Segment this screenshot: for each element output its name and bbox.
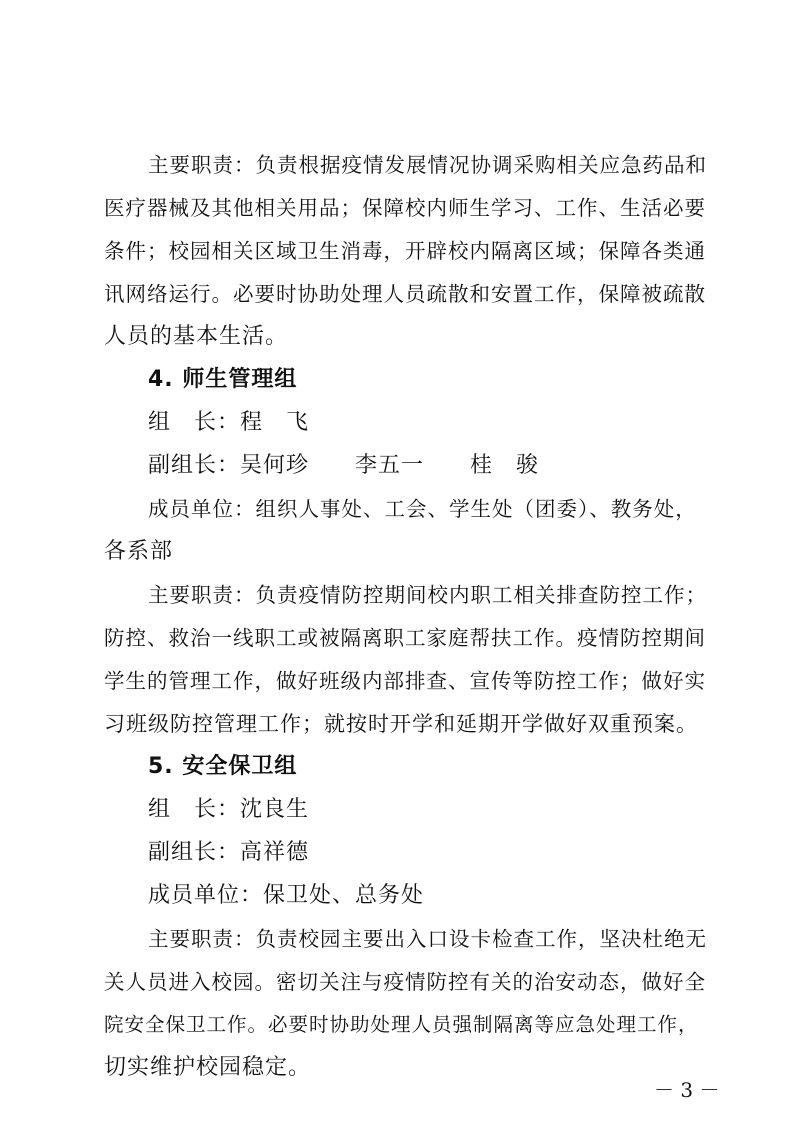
section5-leader: 组 长：沈良生 [148,797,310,822]
page-number: － 3 － [654,1078,720,1102]
section4-members-line-1: 成员单位：组织人事处、工会、学生处（团委）、教务处， [148,497,697,521]
section5-duties-line-1: 主要职责：负责校园主要出入口设卡检查工作，坚决杜绝无 [148,927,707,951]
section5-deputy: 副组长：高祥德 [148,840,310,865]
section4-deputy: 副组长：吴何珍 李五一 桂 骏 [148,453,540,478]
section3-duties-line-1: 主要职责：负责根据疫情发展情况协调采购相关应急药品和 [148,153,707,177]
section5-heading: 5. 安全保卫组 [148,754,298,779]
section5-members-line-1: 成员单位：保卫处、总务处 [148,883,425,908]
section4-leader: 组 长：程 飞 [148,410,310,435]
section3-duties-line-5: 人员的基本生活。 [104,324,289,349]
section4-duties-line-2: 防控、救治一线职工或被隔离职工家庭帮扶工作。疫情防控期间 [104,626,706,650]
section4-duties-line-1: 主要职责：负责疫情防控期间校内职工相关排查防控工作； [148,583,707,607]
section5-duties-line-3: 院安全保卫工作。必要时协助处理人员强制隔离等应急处理工作， [104,1013,699,1036]
section3-duties-line-3: 条件；校园相关区域卫生消毒，开辟校内隔离区域；保障各类通 [104,239,706,263]
section3-duties-line-2: 医疗器械及其他相关用品；保障校内师生学习、工作、生活必要 [104,196,706,220]
section5-duties-line-4: 切实维护校园稳定。 [104,1055,312,1080]
section4-members-line-2: 各系部 [104,539,174,564]
section5-duties-line-2: 关人员进入校园。密切关注与疫情防控有关的治安动态，做好全 [104,970,706,994]
section3-duties-line-4: 讯网络运行。必要时协助处理人员疏散和安置工作，保障被疏散 [104,282,706,306]
section4-duties-line-3: 学生的管理工作，做好班级内部排查、宣传等防控工作；做好实 [104,669,706,693]
section4-heading: 4. 师生管理组 [148,367,298,392]
section4-duties-line-4: 习班级防控管理工作；就按时开学和延期开学做好双重预案。 [104,712,698,736]
